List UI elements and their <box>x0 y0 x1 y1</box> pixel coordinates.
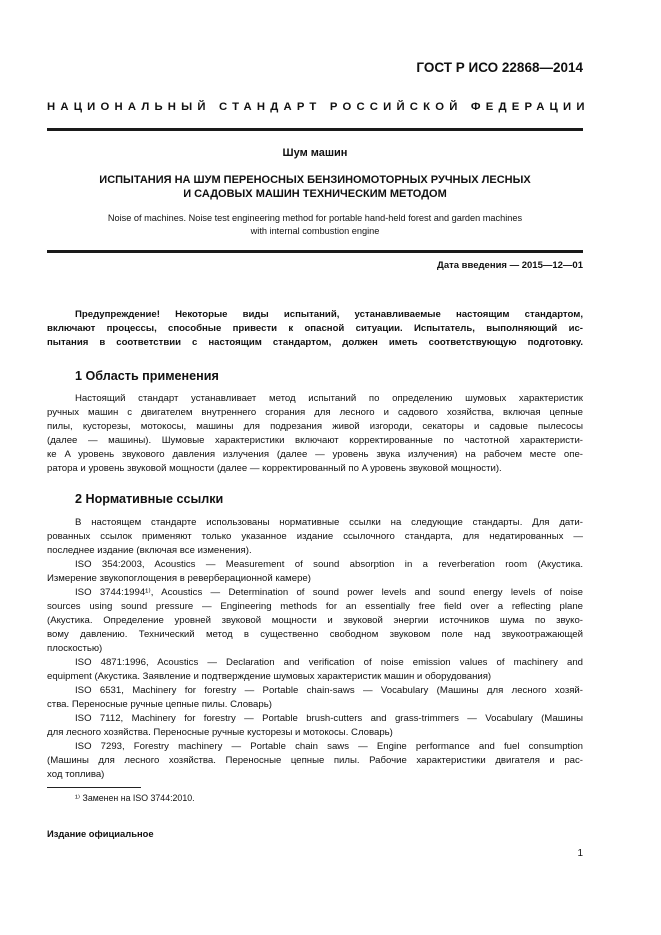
warning-line: Предупреждение! Некоторые виды испытаний, устанавливаемые настоящим стандартом, <box>75 309 583 320</box>
top-rule <box>47 128 583 131</box>
reference-line: (Машины для лесного хозяйства. Переносные цепные пилы. Рабочие характеристики двигателя и рас- <box>47 755 583 766</box>
main-title <box>47 173 583 201</box>
title-rule <box>47 250 583 253</box>
date-introduced: Дата введения — 2015—12—01 <box>437 260 583 271</box>
text-line: рованных ссылок применяют только указанное издание ссылочного стандарта, для недатированных — <box>47 531 583 542</box>
reference-line: sources using sound pressure — Engineering methods for an essentially free field over a reflecting plane <box>47 601 583 612</box>
reference-line: ISO 7112, Machinery for forestry — Portable brush-cutters and grass-trimmers — Vocabulary (Машины <box>75 713 583 724</box>
text-line: Настоящий стандарт устанавливает метод испытаний по определению шумовых характеристик <box>75 393 583 404</box>
section-2-heading: 2 Нормативные ссылки <box>75 492 224 506</box>
english-title-line: with internal combustion engine <box>250 226 380 236</box>
reference-line: Измерение звукопоглощения в реверберационной камере) <box>47 573 311 584</box>
english-title <box>47 212 583 238</box>
text-line: последнее издание (включая все изменения). <box>47 545 252 556</box>
reference-line: (Акустика. Определение уровней звуковой мощности и звуковой энергии источников шума по звуко- <box>47 615 583 626</box>
reference-line: ход топлива) <box>47 769 105 780</box>
reference-line: ISO 3744:1994¹⁾, Acoustics — Determination of sound power levels and sound energy levels of noise <box>75 587 583 598</box>
reference-line: плоскостью) <box>47 643 103 654</box>
reference-line: ISO 6531, Machinery for forestry — Portable chain-saws — Vocabulary (Машины для лесного хозяй- <box>75 685 583 696</box>
text-line: В настоящем стандарте использованы нормативные ссылки на следующие стандарты. Для дати- <box>75 517 583 528</box>
reference-line: ства. Переносные ручные цепные пилы. Словарь) <box>47 699 272 710</box>
warning-line: пытания в соответствии с настоящим стандартом, должен иметь соответствующую подготовку. <box>47 337 583 348</box>
english-title-line: Noise of machines. Noise test engineering method for portable hand-held forest and garden machines <box>107 213 523 223</box>
footnote-rule <box>47 787 141 788</box>
reference-line: ISO 354:2003, Acoustics — Measurement of sound absorption in a reverberation room (Акустика. <box>75 559 583 570</box>
reference-line: equipment (Акустика. Заявление и подтверждение шумовых характеристик машин и оборудования) <box>47 671 492 682</box>
text-line: ке A уровень звукового давления излучения (далее — уровень звука излучения) на рабочем месте опе- <box>47 449 583 460</box>
reference-line: ISO 7293, Forestry machinery — Portable chain saws — Engine performance and fuel consumption <box>75 741 583 752</box>
title-line: И САДОВЫХ МАШИН ТЕХНИЧЕСКИМ МЕТОДОМ <box>183 188 447 200</box>
text-line: (далее — машины). Шумовые характеристики включают корректированные по частотной характеристи- <box>47 435 583 446</box>
text-line: пилы, кусторезы, мотокосы, машины для подрезания живой изгороди, секаторы и садовые пылесосы <box>47 421 583 432</box>
reference-line: вому давлению. Технический метод в существенно свободном звуковом поле над звукоотражающей <box>47 629 583 640</box>
national-standard-banner: НАЦИОНАЛЬНЫЙ СТАНДАРТ РОССИЙСКОЙ ФЕДЕРАЦИИ <box>47 101 590 113</box>
text-line: ручных машин с двигателем внутреннего сгорания для лесного и садового хозяйства, включая цепные <box>47 407 583 418</box>
warning-line: включают процессы, способные привести к опасной ситуации. Испытатель, выполняющий ис- <box>47 323 583 334</box>
text-line: ратора и уровень звуковой мощности (далее — корректированный по A уровень звуковой мощности). <box>47 463 502 474</box>
official-edition-label: Издание официальное <box>47 828 154 839</box>
section-1-heading: 1 Область применения <box>75 369 219 383</box>
document-code: ГОСТ Р ИСО 22868—2014 <box>416 60 583 75</box>
reference-line: для лесного хозяйства. Переносные ручные кусторезы и мотокосы. Словарь) <box>47 727 393 738</box>
section-2-text <box>47 516 583 782</box>
warning-paragraph <box>47 308 583 350</box>
title-line: ИСПЫТАНИЯ НА ШУМ ПЕРЕНОСНЫХ БЕНЗИНОМОТОРНЫХ РУЧНЫХ ЛЕСНЫХ <box>99 174 531 186</box>
footnote: ¹⁾ Заменен на ISO 3744:2010. <box>75 793 195 803</box>
reference-line: ISO 4871:1996, Acoustics — Declaration and verification of noise emission values of machinery and <box>75 657 583 668</box>
subtitle: Шум машин <box>282 147 348 159</box>
section-1-text <box>47 392 583 476</box>
page-number: 1 <box>577 848 583 859</box>
